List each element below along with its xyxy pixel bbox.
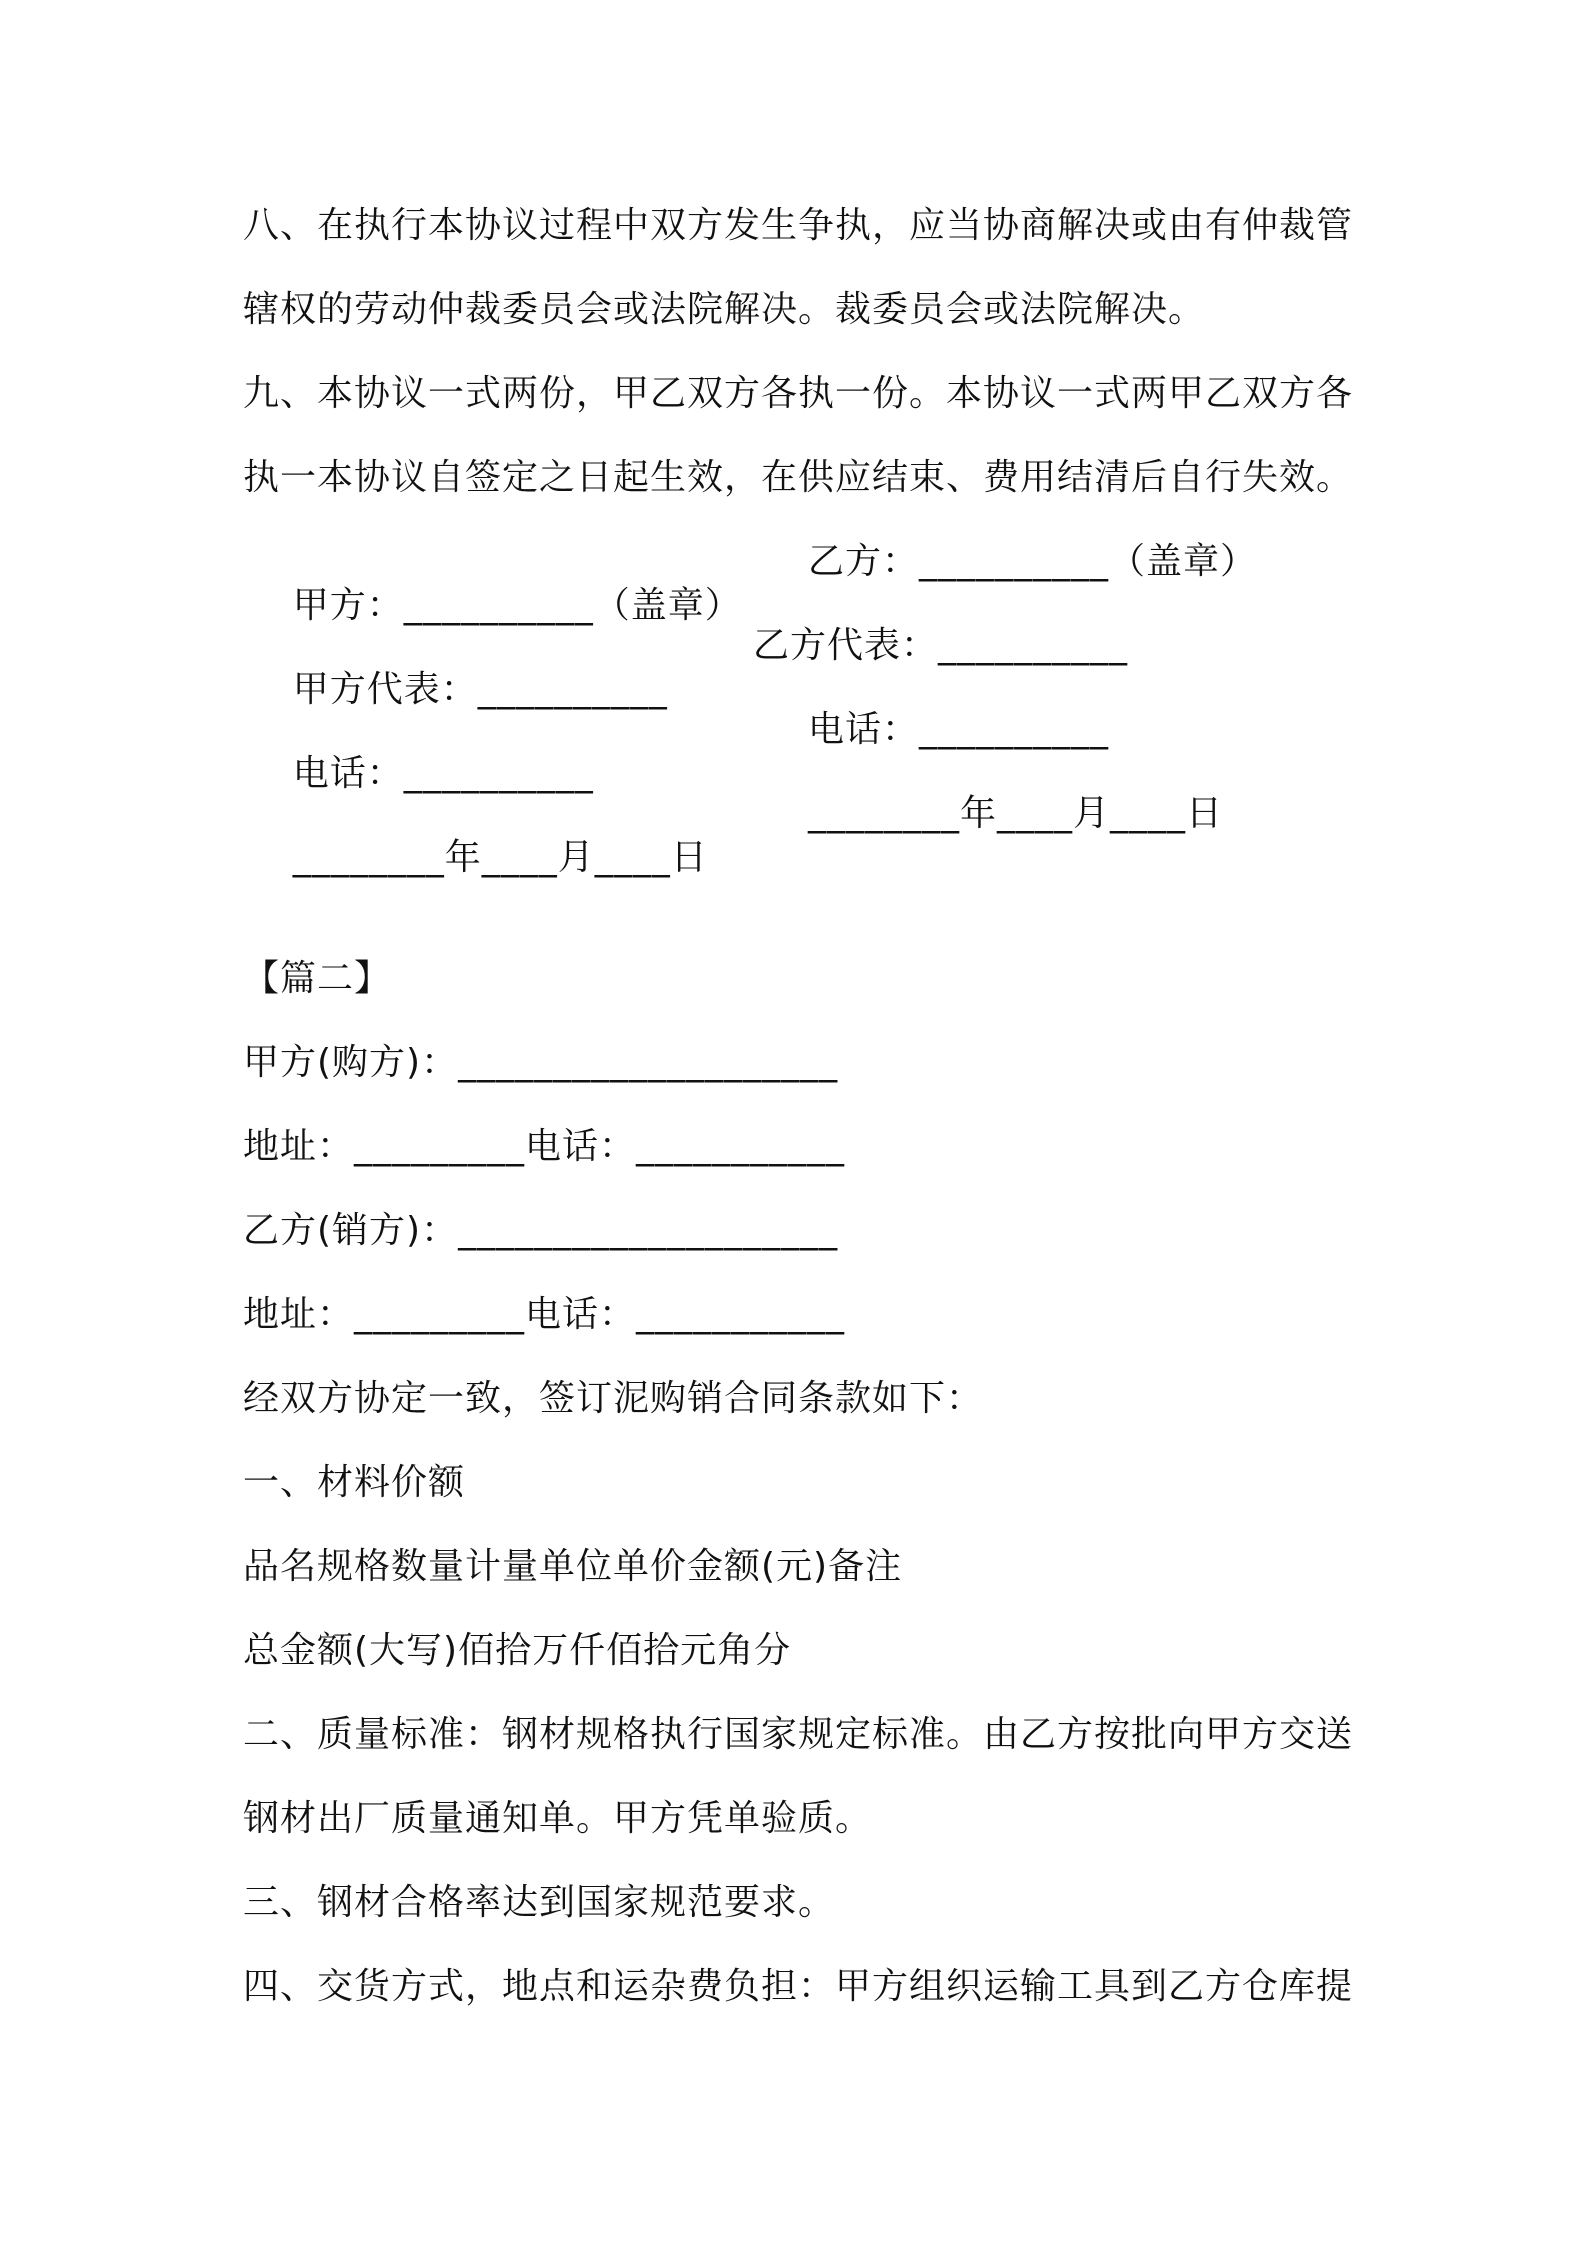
party-a-phone-field: 电话：__________ bbox=[292, 753, 594, 794]
contract-intro: 经双方协定一致，签订泥购销合同条款如下： bbox=[243, 1378, 984, 1419]
seller-field: 乙方(销方)：____________________ bbox=[243, 1210, 839, 1251]
buyer-field: 甲方(购方)：____________________ bbox=[243, 1042, 839, 1083]
party-a-date-field: ________年____月____日 bbox=[292, 837, 708, 878]
party-b-phone-field: 电话：__________ bbox=[808, 709, 1110, 750]
party-b-date-field: ________年____月____日 bbox=[808, 793, 1223, 834]
item-1-total: 总金额(大写)佰拾万仟佰拾元角分 bbox=[243, 1630, 792, 1671]
party-b-representative-field: 乙方代表：__________ bbox=[753, 625, 1129, 666]
item-2-line-1: 二、质量标准：钢材规格执行国家规定标准。由乙方按批向甲方交送 bbox=[243, 1714, 1354, 1755]
clause-9-line-1: 九、本协议一式两份，甲乙双方各执一份。本协议一式两甲乙双方各 bbox=[243, 373, 1354, 414]
item-1-columns: 品名规格数量计量单位单价金额(元)备注 bbox=[243, 1546, 903, 1587]
clause-8-line-2: 辖权的劳动仲裁委员会或法院解决。裁委员会或法院解决。 bbox=[243, 289, 1206, 330]
item-1-title: 一、材料价额 bbox=[243, 1462, 466, 1503]
date-row bbox=[243, 792, 1363, 968]
party-a-representative-field: 甲方代表：__________ bbox=[292, 669, 668, 710]
section-heading: 【篇二】 bbox=[243, 958, 392, 999]
clause-9-line-2: 执一本协议自签定之日起生效，在供应结束、费用结清后自行失效。 bbox=[243, 457, 1354, 498]
item-2-line-2: 钢材出厂质量通知单。甲方凭单验质。 bbox=[243, 1798, 873, 1839]
clause-8-line-1: 八、在执行本协议过程中双方发生争执，应当协商解决或由有仲裁管 bbox=[243, 205, 1354, 246]
item-3: 三、钢材合格率达到国家规范要求。 bbox=[243, 1882, 836, 1923]
item-4-line-1: 四、交货方式，地点和运杂费负担：甲方组织运输工具到乙方仓库提 bbox=[243, 1966, 1354, 2007]
buyer-address-phone-field: 地址：_________电话：___________ bbox=[243, 1126, 846, 1167]
seller-address-phone-field: 地址：_________电话：___________ bbox=[243, 1294, 846, 1335]
party-a-seal-field: 甲方：__________（盖章） bbox=[292, 585, 742, 626]
party-b-seal-field: 乙方：__________（盖章） bbox=[808, 541, 1258, 582]
